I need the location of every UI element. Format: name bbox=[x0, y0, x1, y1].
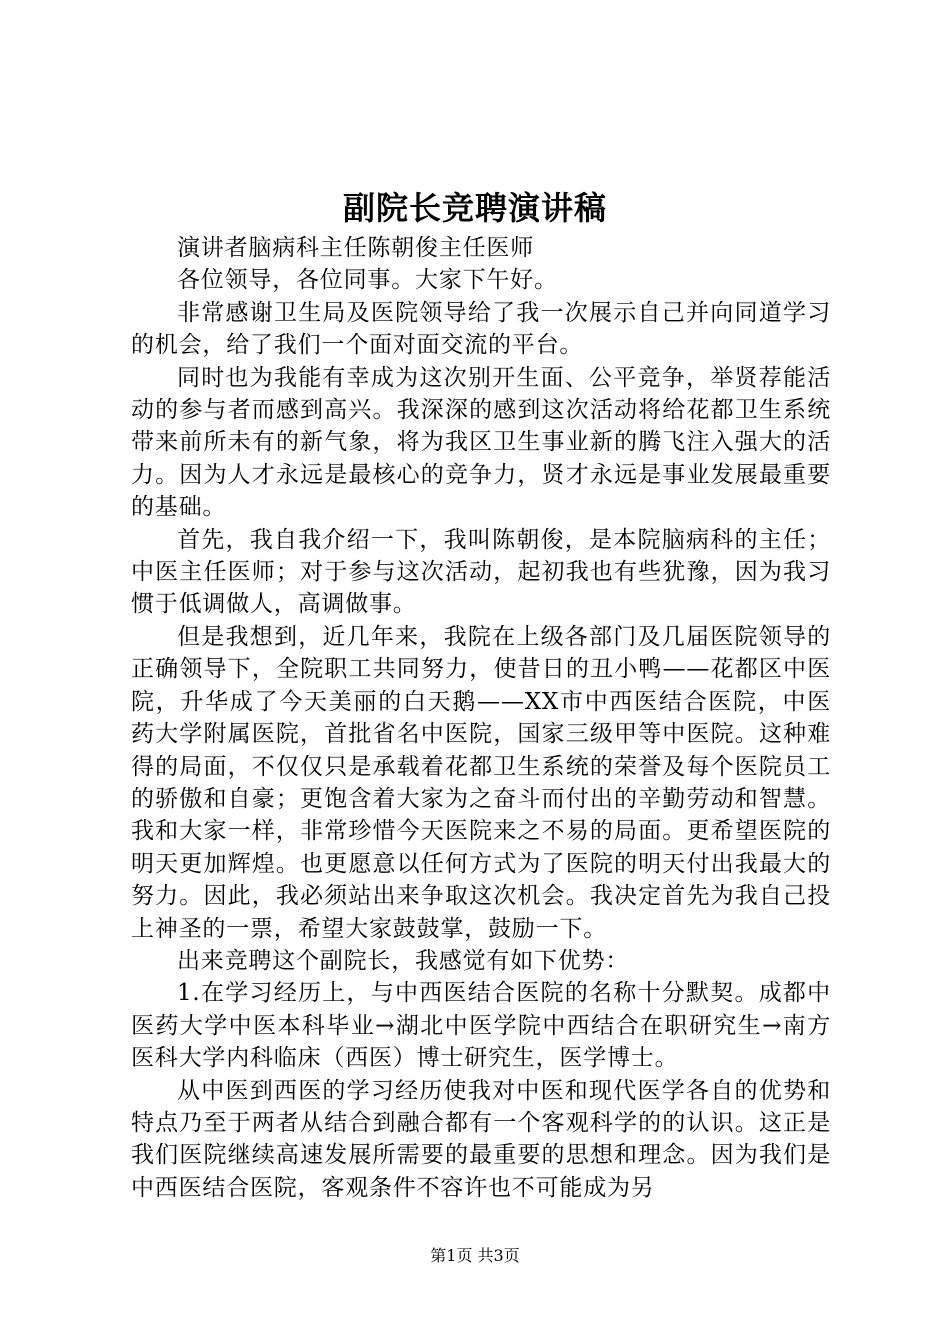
hospital-history-paragraph: 但是我想到，近几年来，我院在上级各部门及几届医院领导的正确领导下，全院职工共同努力，使昔日的丑小鸭——花都区中医院，升华成了今天美丽的白天鹅——XX市中西医结合医院，中医药大学附属医院，首批省名中医院，国家三级甲等中医院。这种难得的局面，不仅仅只是承载着花都卫生系统的荣誉及每个医院员工的骄傲和自豪；更饱含着大家为之奋斗而付出的辛勤劳动和智慧。我和大家一样，非常珍惜今天医院来之不易的局面。更希望医院的明天更加辉煌。也更愿意以任何方式为了医院的明天付出我最大的努力。因此，我必须站出来争取这次机会。我决定首先为我自己投上神圣的一票，希望大家鼓鼓掌，鼓励一下。 bbox=[131, 623, 831, 942]
self-introduction-paragraph: 首先，我自我介绍一下，我叫陈朝俊，是本院脑病科的主任；中医主任医师；对于参与这次活动，起初我也有些犹豫，因为我习惯于低调做人，高调做事。 bbox=[131, 526, 831, 618]
medical-background-paragraph: 从中医到西医的学习经历使我对中医和现代医学各自的优势和特点乃至于两者从结合到融合都有一个客观科学的的认识。这正是我们医院继续高速发展所需要的最重要的思想和理念。因为我们是中西医结合医院，客观条件不容许也不可能成为另 bbox=[131, 1077, 831, 1201]
honor-paragraph: 同时也为我能有幸成为这次别开生面、公平竞争，举贤荐能活动的参与者而感到高兴。我深深的感到这次活动将给花都卫生系统带来前所未有的新气象，将为我区卫生事业新的腾飞注入强大的活力。因为人才永远是最核心的竞争力，贤才永远是事业发展最重要的基础。 bbox=[131, 364, 831, 521]
greeting-paragraph: 各位领导，各位同事。大家下午好。 bbox=[177, 267, 558, 294]
document-title: 副院长竞聘演讲稿 bbox=[342, 189, 607, 227]
thanks-paragraph: 非常感谢卫生局及医院领导给了我一次展示自己并向同道学习的机会，给了我们一个面对面交流的平台。 bbox=[131, 299, 831, 359]
speaker-line: 演讲者脑病科主任陈朝俊主任医师 bbox=[177, 235, 534, 261]
advantages-intro-paragraph: 出来竞聘这个副院长，我感觉有如下优势： bbox=[177, 947, 630, 974]
document-body bbox=[131, 232, 831, 1204]
page-number-footer: 第1页 共3页 bbox=[430, 1246, 520, 1265]
education-paragraph: 1.在学习经历上，与中西医结合医院的名称十分默契。成都中医药大学中医本科毕业→湖北中医学院中西结合在职研究生→南方医科大学内科临床（西医）博士研究生，医学博士。 bbox=[131, 980, 831, 1072]
